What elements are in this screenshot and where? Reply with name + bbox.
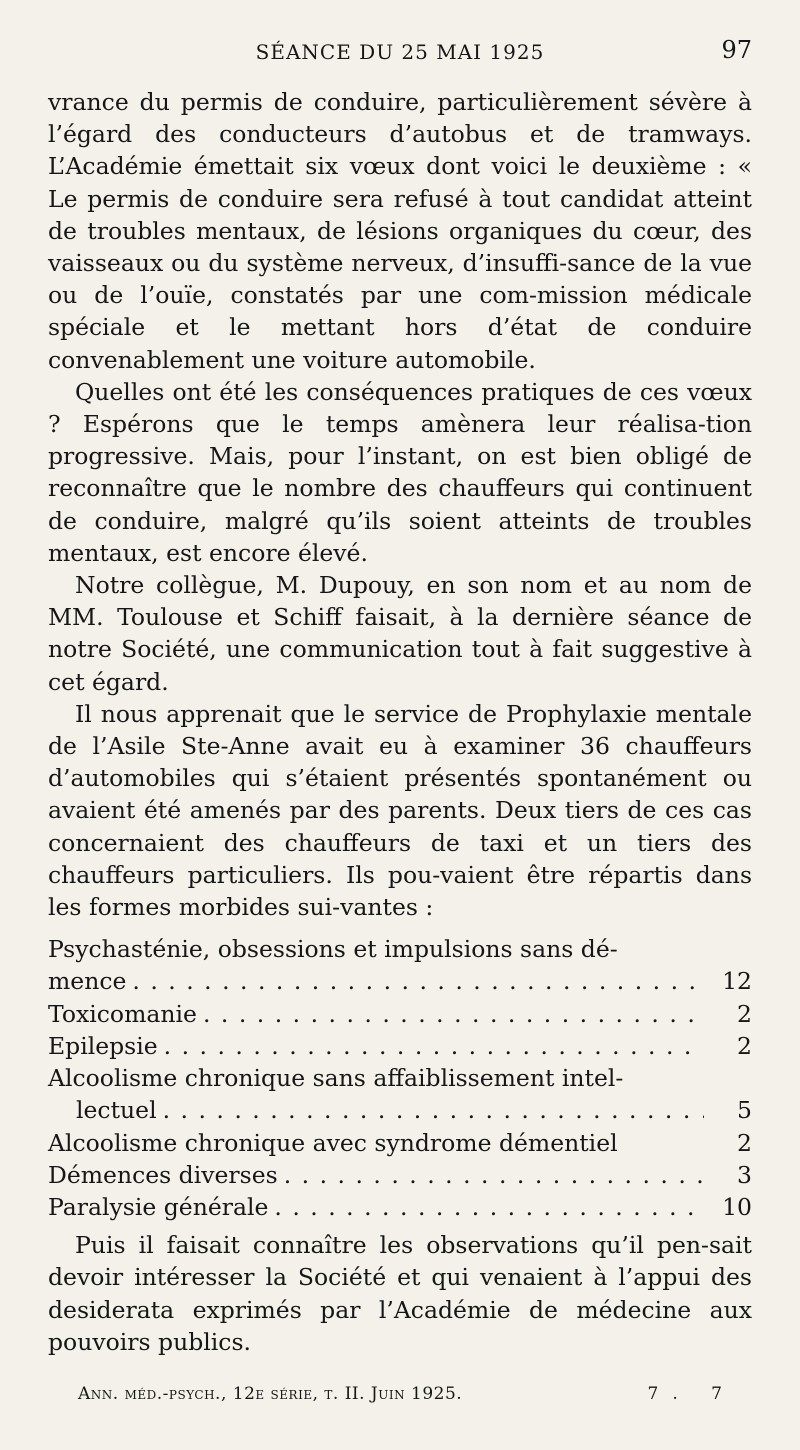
list-item-count: 3 [737,1160,752,1189]
paragraph: Il nous apprenait que le service de Prophylaxie mentale de l’Asile Ste-Anne avait eu à examiner 36 chauffeurs d’automobiles qui s’étaient présentés spontanément ou avaient été amenés par des parents. Deux tiers de ces cas concernaient des chauffeurs de taxi et un tiers des chauffeurs particuliers. Ils pou-vaient être répartis dans les formes morbides sui-vantes : [48,699,752,922]
list-item [48,1030,752,1062]
closing-paragraph: Puis il faisait connaître les observations qu’il pen-sait devoir intéresser la Société et qui venaient à l’appui des desiderata exprimés par l’Académie de médecine aux pouvoirs publics. [48,1231,752,1356]
list-item [48,1191,752,1223]
page-footer [78,1384,736,1404]
list-item-label: Psychasténie, obsessions et impulsions sans dé- [48,935,618,964]
list-item [48,1062,752,1126]
list-item [48,998,752,1030]
list-item-count: 2 [737,999,752,1028]
dot-leader [284,1159,704,1191]
list-item-continuation: lectuel [76,1096,157,1125]
list-item-count: 2 [737,1128,752,1157]
list-item-count: 12 [722,967,752,996]
paragraph: Notre collègue, M. Dupouy, en son nom et au nom de MM. Toulouse et Schiff faisait, à la dernière séance de notre Société, une communication tout à fait suggestive à cet égard. [48,571,752,696]
list-item-label: Alcoolisme chronique avec syndrome démentiel [48,1128,618,1157]
list-item-label: Alcoolisme chronique sans affaiblissement intel- [48,1064,624,1093]
page-number: 97 [721,36,752,64]
list-item-count: 10 [722,1192,752,1221]
footer-signature: 7. 7 [647,1384,736,1404]
list-item-label: Epilepsie [48,1031,158,1060]
dot-leader [274,1191,704,1223]
paragraph: vrance du permis de conduire, particulièrement sévère à l’égard des conducteurs d’autobus et de tramways. L’Académie émettait six vœux dont voici le deuxième : « Le permis de conduire sera refusé à tout candidat atteint de troubles mentaux, de lésions organiques du cœur, des vaisseaux ou du système nerveux, d’insuffi-sance de la vue ou de l’ouïe, constatés par une com-mission médicale spéciale et le mettant hors d’état de conduire convenablement une voiture automobile. [48,88,752,374]
running-title: SÉANCE DU 25 MAI 1925 [255,40,545,64]
dot-leader [203,998,704,1030]
list-item-label: Toxicomanie [48,999,197,1028]
dot-leader [164,1030,704,1062]
dot-leader [132,965,704,997]
page-header [48,34,752,74]
list-item [48,1159,752,1191]
diagnosis-list [48,933,752,1223]
list-item-label: Paralysie générale [48,1192,269,1221]
list-item-continuation: mence [48,967,127,996]
list-item-count: 2 [737,1031,752,1060]
list-item-label: Démences diverses [48,1160,278,1189]
list-item-count: 5 [737,1096,752,1125]
list-item [48,1127,752,1159]
footer-source: Ann. méd.-psych., 12e série, t. II. Juin 1925. [78,1384,463,1404]
dot-leader [163,1094,704,1126]
paragraph: Quelles ont été les conséquences pratiques de ces vœux ? Espérons que le temps amènera leur réalisa-tion progressive. Mais, pour l’instant, on est bien obligé de reconnaître que le nombre des chauffeurs qui continuent de conduire, malgré qu’ils soient atteints de troubles mentaux, est encore élevé. [48,377,752,567]
list-item [48,933,752,997]
body-text [48,86,752,1358]
